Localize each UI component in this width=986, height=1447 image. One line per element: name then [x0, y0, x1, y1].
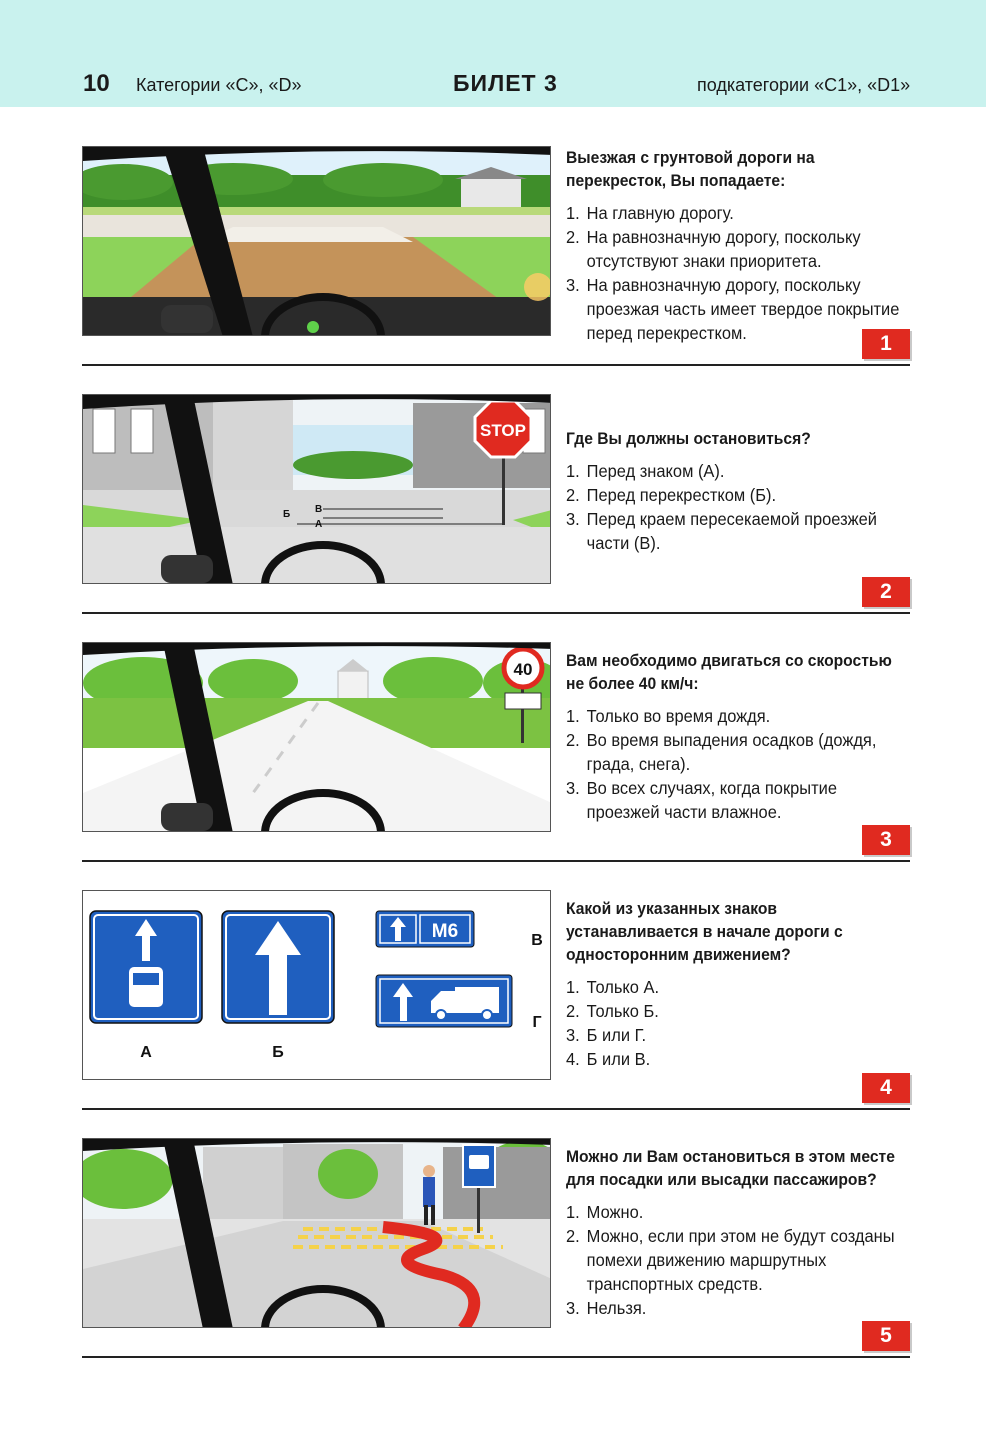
question-2-text [566, 427, 911, 555]
sign-b-one-way-road [222, 911, 334, 1023]
sign-label-g: Г [532, 1014, 542, 1031]
speed-limit-sign-text: 40 [513, 660, 533, 679]
label-v: В [315, 504, 323, 515]
answer-option[interactable]: 3. Перед краем пересекаемой проезжей части (В). [566, 509, 877, 553]
sign-label-b: Б [272, 1044, 284, 1061]
question-number-badge: 3 [862, 825, 910, 855]
road-code-text: М6 [431, 921, 459, 942]
answer-option[interactable]: 4. Б или В. [566, 1049, 651, 1069]
sign-g-truck-lane [376, 975, 512, 1027]
answer-option[interactable]: 3. На равнозначную дорогу, поскольку проезжая часть имеет твердое покрытие перед перекрестком. [566, 275, 900, 343]
answer-option[interactable]: 1. Только во время дождя. [566, 706, 771, 726]
page-number: 10 [83, 70, 110, 97]
question-3-answers [566, 704, 911, 824]
question-3-illustration [82, 642, 551, 832]
label-a: А [315, 519, 323, 530]
question-3-prompt: Вам необходимо двигаться со скоростью не более 40 км/ч: [566, 651, 892, 693]
question-1-prompt: Выезжая с грунтовой дороги на перекресток, Вы попадаете: [566, 148, 815, 190]
question-3-text [566, 649, 911, 824]
section-divider [82, 1356, 910, 1358]
answer-option[interactable]: 1. На главную дорогу. [566, 203, 734, 223]
answer-option[interactable]: 1. Можно. [566, 1202, 644, 1222]
stop-sign-text: STOP [480, 421, 526, 440]
question-2-illustration [82, 394, 551, 584]
answer-option[interactable]: 2. Перед перекрестком (Б). [566, 485, 777, 505]
answer-option[interactable]: 1. Только А. [566, 977, 660, 997]
question-block-5 [82, 1138, 910, 1386]
section-divider [82, 364, 910, 366]
subcategories-label: подкатегории «C1», «D1» [697, 75, 911, 95]
section-divider [82, 860, 910, 862]
question-4-illustration [82, 890, 551, 1080]
question-number-badge: 4 [862, 1073, 910, 1103]
question-2-prompt: Где Вы должны остановиться? [566, 429, 811, 448]
question-number-badge: 1 [862, 329, 910, 359]
section-divider [82, 612, 910, 614]
sign-a-bus-lane [90, 911, 202, 1023]
question-5-illustration [82, 1138, 551, 1328]
page-header [0, 0, 986, 107]
answer-option[interactable]: 3. Нельзя. [566, 1298, 647, 1318]
section-divider [82, 1108, 910, 1110]
question-4-text [566, 897, 911, 1071]
sign-label-v: В [531, 932, 543, 949]
question-number-badge: 2 [862, 577, 910, 607]
answer-option[interactable]: 2. Можно, если при этом не будут созданы помехи движению маршрутных транспортных средств. [566, 1226, 895, 1294]
answer-option[interactable]: 3. Б или Г. [566, 1025, 647, 1045]
answer-option[interactable]: 2. Во время выпадения осадков (дождя, града, снега). [566, 730, 877, 774]
categories-label: Категории «C», «D» [136, 75, 302, 95]
ticket-title: БИЛЕТ 3 [453, 70, 558, 96]
question-1-text [566, 146, 911, 345]
answer-option[interactable]: 2. Только Б. [566, 1001, 659, 1021]
question-block-4 [82, 890, 910, 1138]
question-5-answers [566, 1200, 911, 1320]
sign-v-road-number [376, 911, 474, 947]
answer-option[interactable]: 2. На равнозначную дорогу, поскольку отсутствуют знаки приоритета. [566, 227, 861, 271]
question-5-text [566, 1145, 911, 1320]
question-1-answers [566, 201, 911, 345]
question-block-3 [82, 642, 910, 890]
question-2-answers [566, 459, 911, 555]
question-block-1 [82, 146, 910, 394]
label-b: Б [283, 509, 291, 520]
question-5-prompt: Можно ли Вам остановиться в этом месте для посадки или высадки пассажиров? [566, 1147, 895, 1189]
question-1-illustration [82, 146, 551, 336]
question-4-prompt: Какой из указанных знаков устанавливается в начале дороги с односторонним движением? [566, 899, 843, 964]
question-4-answers [566, 975, 911, 1071]
question-block-2 [82, 394, 910, 642]
answer-option[interactable]: 1. Перед знаком (А). [566, 461, 725, 481]
sign-label-a: А [140, 1044, 152, 1061]
question-number-badge: 5 [862, 1321, 910, 1351]
answer-option[interactable]: 3. Во всех случаях, когда покрытие проезжей части влажное. [566, 778, 837, 822]
